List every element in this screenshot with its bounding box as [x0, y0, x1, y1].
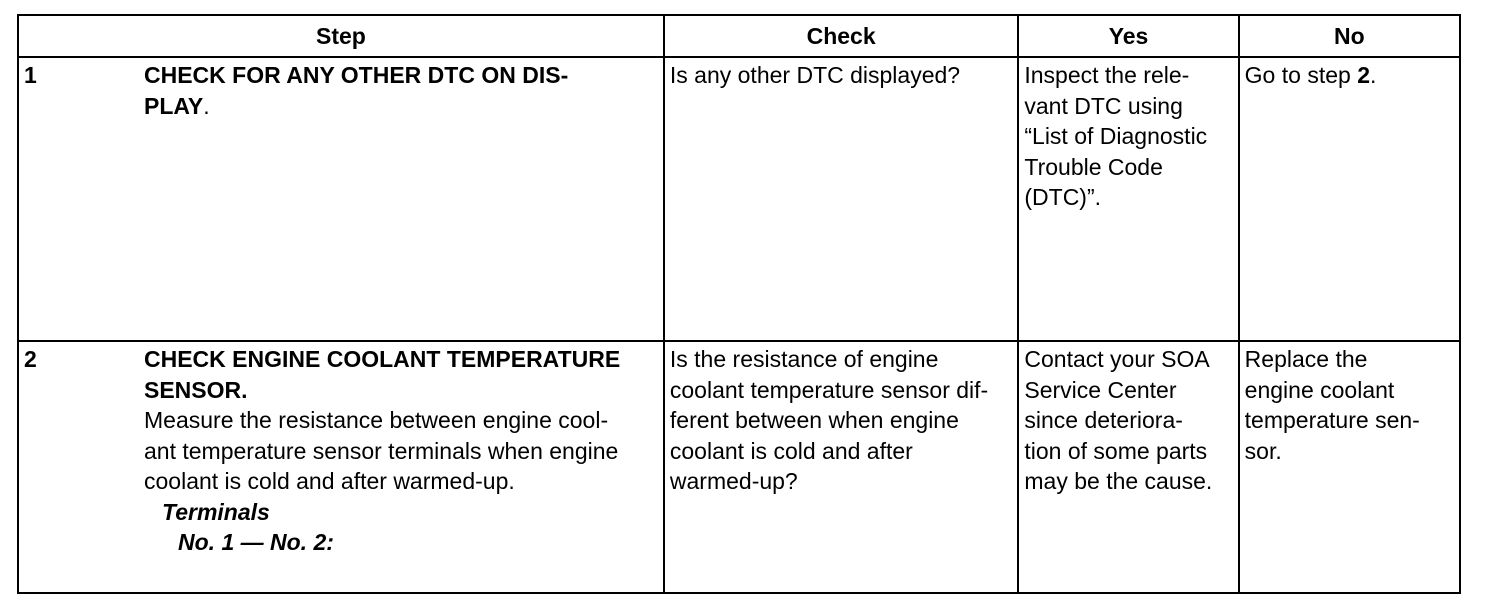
- step-desc-line: coolant is cold and after warmed-up.: [144, 468, 515, 494]
- step-cell: [18, 341, 664, 593]
- no-line: Replace the: [1244, 346, 1368, 372]
- step-title-line: SENSOR.: [144, 376, 248, 403]
- no-cell: [1239, 57, 1460, 341]
- check-line: coolant is cold and after: [669, 437, 913, 464]
- check-line: warmed-up?: [669, 468, 798, 494]
- table-row: [18, 57, 1460, 341]
- yes-line: vant DTC using: [1024, 92, 1183, 119]
- yes-line: Inspect the rele-: [1024, 62, 1190, 88]
- step-desc-line: ant temperature sensor terminals when engine: [144, 437, 619, 464]
- check-line: Is the resistance of engine: [669, 346, 939, 372]
- step-title-line: PLAY: [144, 92, 204, 119]
- no-suffix: .: [1369, 62, 1377, 88]
- step-cell: [18, 57, 664, 341]
- yes-line: Contact your SOA: [1024, 346, 1210, 372]
- check-cell: [664, 341, 1018, 593]
- step-title-end: .: [203, 92, 210, 119]
- check-cell: [664, 57, 1018, 341]
- yes-line: (DTC)”.: [1024, 184, 1102, 210]
- header-row: [18, 15, 1460, 57]
- step-title-line: CHECK FOR ANY OTHER DTC ON DIS-: [144, 62, 569, 88]
- no-line: temperature sen-: [1244, 407, 1420, 433]
- no-step-ref: 2: [1357, 62, 1370, 88]
- no-cell: [1239, 341, 1460, 593]
- no-line: sor.: [1244, 437, 1282, 464]
- check-line: Is any other DTC displayed?: [669, 62, 961, 88]
- yes-line: tion of some parts: [1024, 437, 1208, 464]
- yes-line: since deteriora-: [1024, 407, 1183, 433]
- table-row: [18, 341, 1460, 593]
- header-step: Step: [18, 15, 664, 57]
- terminals-label: Terminals: [162, 498, 270, 525]
- yes-line: may be the cause.: [1024, 468, 1213, 494]
- yes-cell: [1018, 341, 1238, 593]
- yes-line: Service Center: [1024, 376, 1177, 403]
- step-number: 2: [24, 346, 37, 372]
- no-prefix: Go to step: [1244, 62, 1358, 88]
- header-no: No: [1239, 15, 1460, 57]
- check-line: ferent between when engine: [669, 407, 959, 433]
- step-title-line: CHECK ENGINE COOLANT TEMPERATURE: [144, 346, 621, 372]
- no-line: engine coolant: [1244, 376, 1395, 403]
- check-line: coolant temperature sensor dif-: [669, 376, 989, 403]
- yes-line: “List of Diagnostic: [1024, 123, 1208, 149]
- yes-cell: [1018, 57, 1238, 341]
- terminals-value: No. 1 — No. 2:: [178, 529, 334, 555]
- diagnostic-table: [17, 14, 1461, 594]
- header-check: Check: [664, 15, 1018, 57]
- step-number: 1: [24, 62, 37, 88]
- yes-line: Trouble Code: [1024, 153, 1163, 180]
- step-desc-line: Measure the resistance between engine cool-: [144, 407, 609, 433]
- header-yes: Yes: [1018, 15, 1238, 57]
